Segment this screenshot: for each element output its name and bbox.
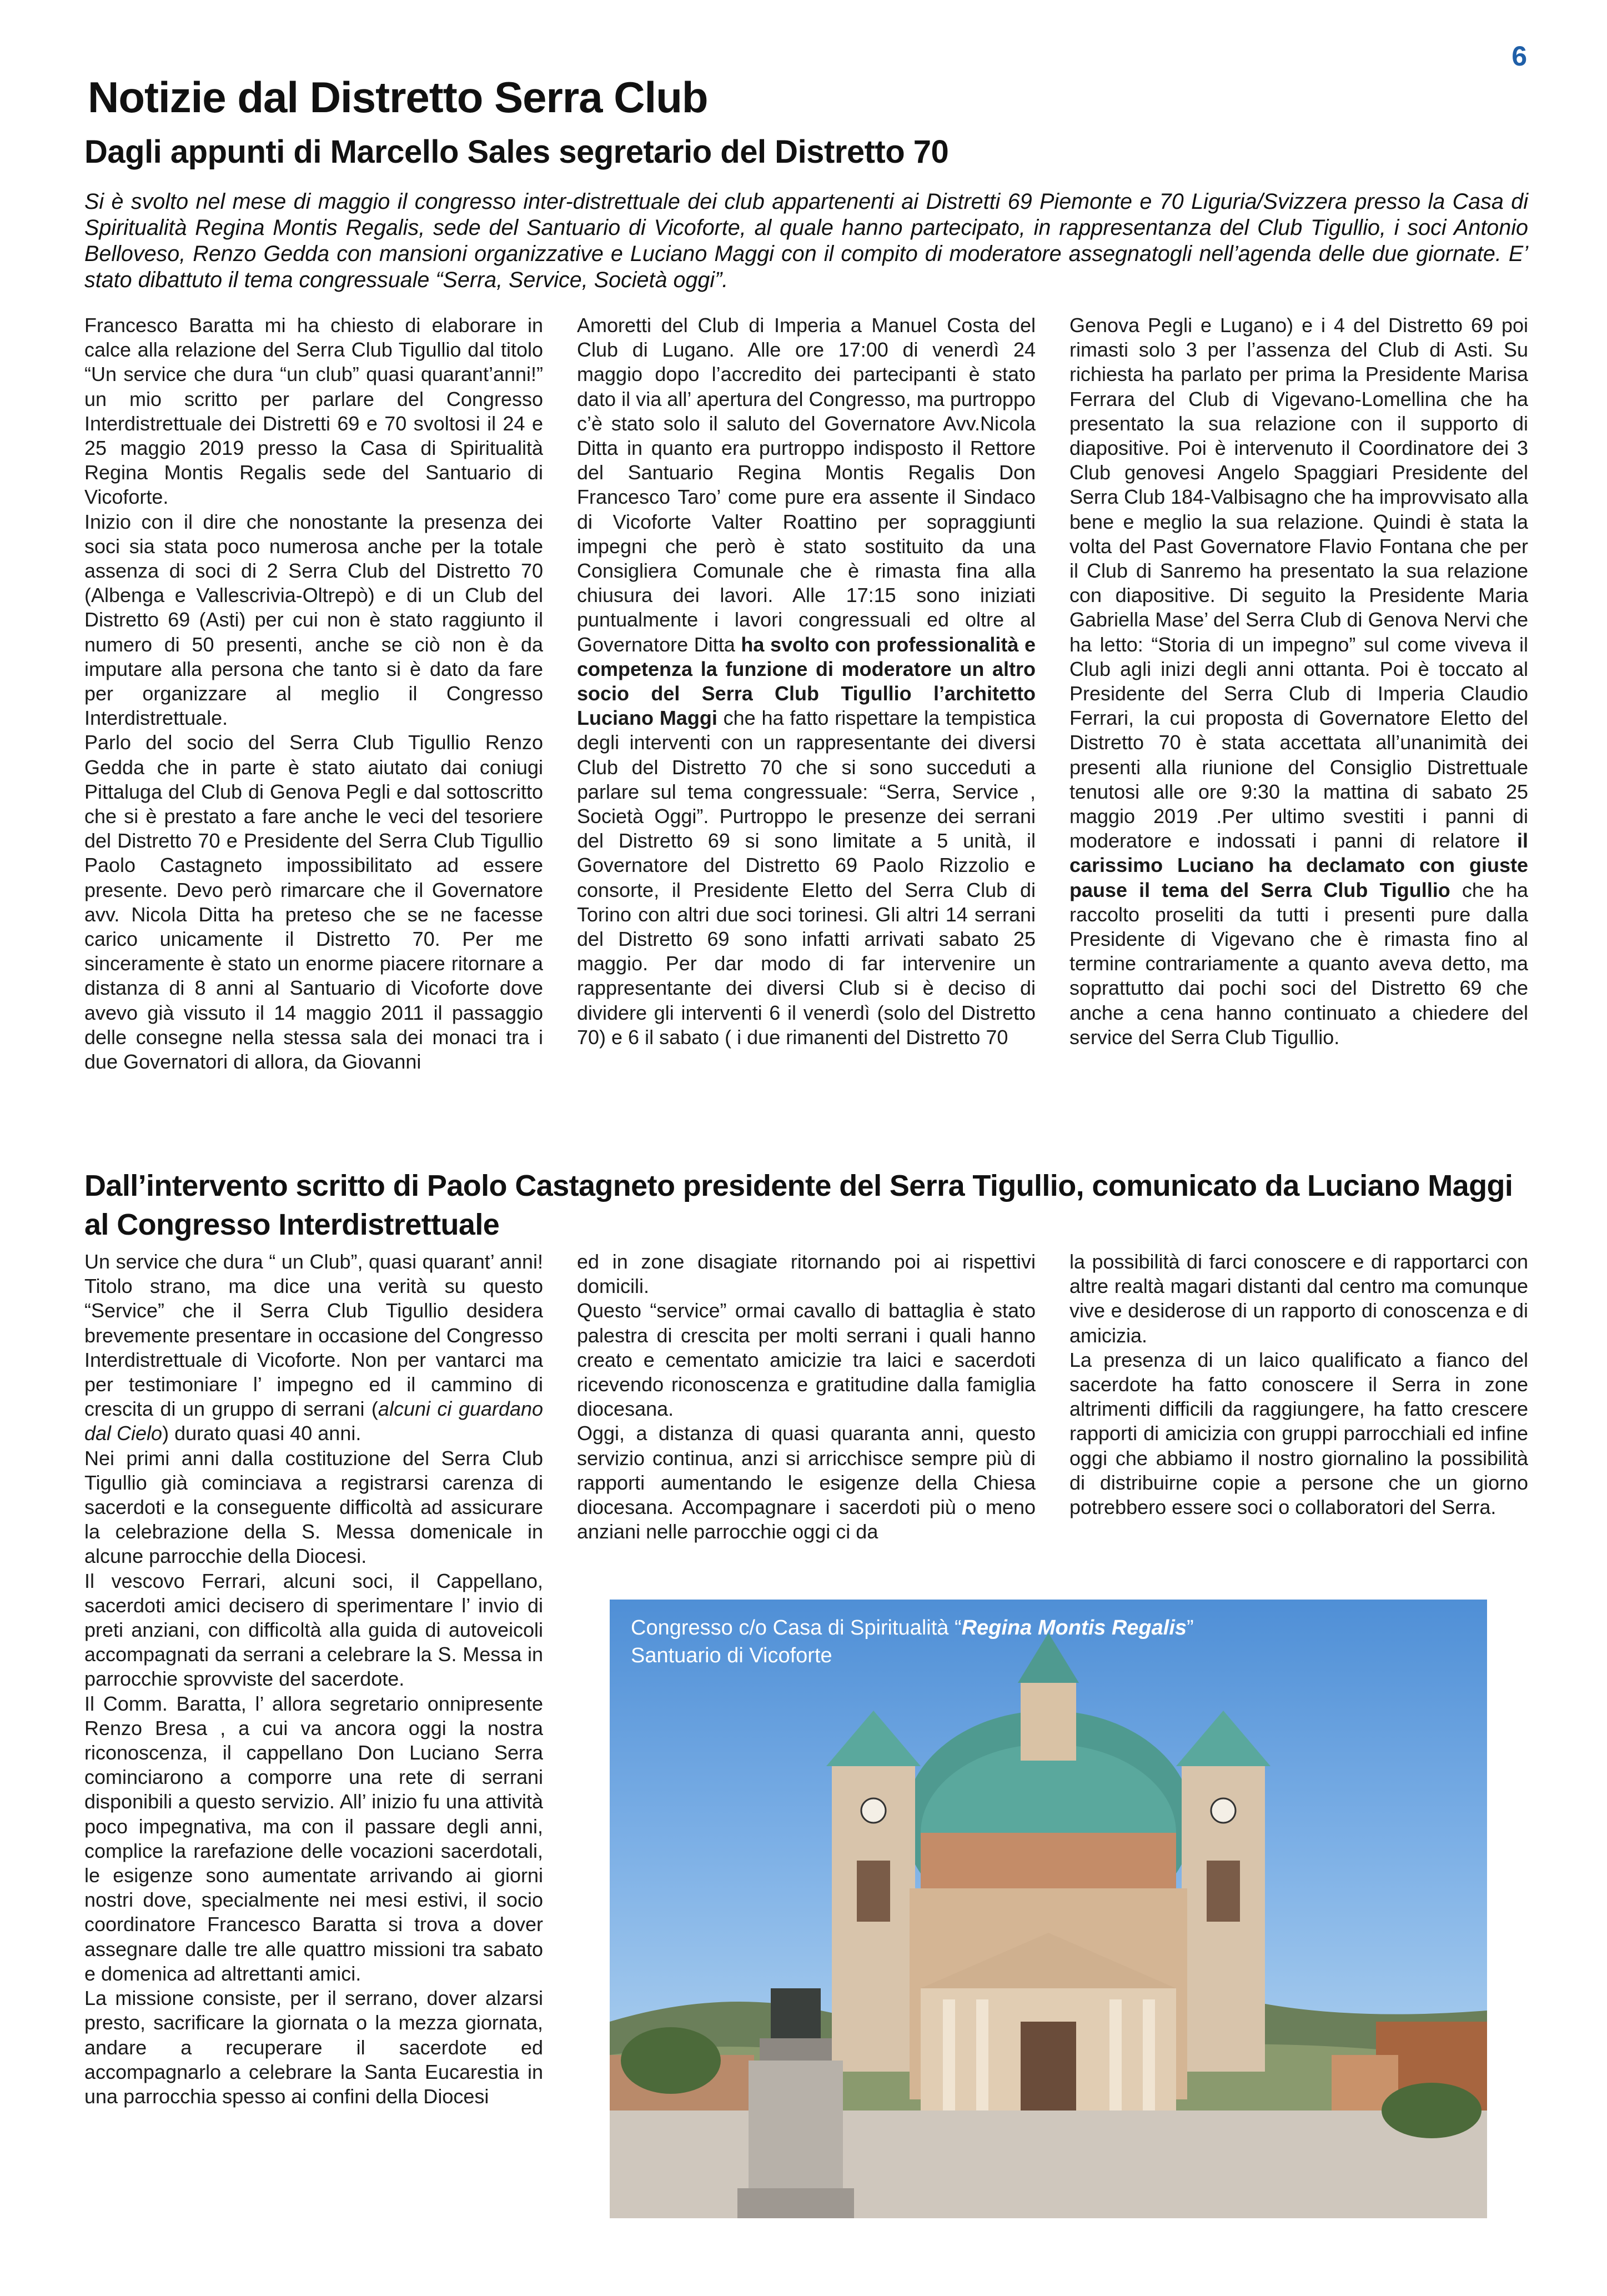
article2-column-1 (84, 1250, 543, 2222)
paragraph: ed in zone disagiate ritornando poi ai rispettivi domicili. (577, 1250, 1036, 1298)
page-title: Notizie dal Distretto Serra Club (88, 73, 708, 122)
caption-name: Regina Montis Regalis (961, 1616, 1187, 1640)
article2-title: Dall’intervento scritto di Paolo Castagneto presidente del Serra Tigullio, comunicato da Luciano Maggi al Congresso Interdistrettuale (84, 1169, 1513, 1241)
paragraph (577, 313, 1036, 1050)
photo-caption (631, 1614, 1194, 1670)
article1-column-3 (1069, 313, 1528, 1135)
sanctuary-photo (610, 1600, 1487, 2218)
paragraph: Il Comm. Baratta, l’ allora segretario onnipresente Renzo Bresa , a cui va ancora oggi la nostra riconoscenza, il cappellano Don Luciano Serra cominciarono a comporre una rete di serrani disponibili a questo servizio. All’ inizio fu una attività poco impegnativa, ma con il passare degli anni, complice la rarefazione delle vocazioni sacerdotali, le esigenze sono aumentate arrivando ai giorni nostri dove, specialmente nei mesi estivi, il socio coordinatore Francesco Baratta si trova a dover assegnare dalle tre alle quattro missioni tra sabato e domenica ad altrettanti amici. (84, 1692, 543, 1985)
text-span: che ha raccolto proseliti da tutti i presenti pure dalla Presidente di Vigevano che è rimasta fino al termine contrariamente a quanto aveva detto, ma soprattutto dai pochi soci del Distretto 69 che anche a cena hanno continuato a chiedere del service del Serra Club Tigullio. (1069, 878, 1528, 1049)
caption-line2: Santuario di Vicoforte (631, 1644, 832, 1667)
paragraph: Inizio con il dire che nonostante la presenza dei soci sia stata poco numerosa anche per la totale assenza di soci di 2 Serra Club del Distretto 70 (Albenga e Vallescrivia-Oltrepò) e di un Club del Distretto 69 (Asti) per cui non è stato raggiunto il numero di 50 presenti, anche se ciò non è da imputare alla persona che tanto si è dato da fare per organizzare al meglio il Congresso Interdistrettuale. (84, 510, 543, 730)
text-span: Genova Pegli e Lugano) e i 4 del Distretto 69 poi rimasti solo 3 per l’assenza del Club di Asti. Su richiesta ha parlato per prima la Presidente Marisa Ferrara del Club di Vigevano-Lomellina che ha presentato la sua relazione con il supporto di diapositive. Poi è intervenuto il Coordinatore dei 3 Club genovesi Angelo Spaggiari Presidente del Serra Club 184-Valbisagno che ha improvvisato alla bene e meglio la sua relazione. Quindi è stata la volta del Past Governatore Flavio Fontana che per il Club di Sanremo ha presentato la sua relazione con diapositive. Di seguito la Presidente Maria Gabriella Mase’ del Serra Club di Genova Nervi che ha letto: “Storia di un impegno” sul come viveva il Club agli inizi degli anni ottanta. Poi è toccato al Presidente del Serra Club di Imperia Claudio Ferrari, la cui proposta di Governatore Eletto del Distretto 70 è stata accettata all’unanimità dei presenti alla riunione del Consiglio Distrettuale tenutosi alle ore 9:30 la mattina di sabato 25 maggio 2019 .Per ultimo svestiti i panni di moderatore e indossati i panni di relatore (1069, 314, 1528, 853)
text-span: ) durato quasi 40 anni. (162, 1422, 361, 1445)
paragraph (84, 1250, 543, 1446)
italic-text: alcuni ci guardano dal Cielo (84, 1397, 543, 1445)
paragraph: La presenza di un laico qualificato a fianco del sacerdote ha fatto conoscere il Serra in zone altrimenti difficili da raggiungere, ha fatto crescere rapporti di amicizia con gruppi parrocchiali ed infine oggi che abbiamo il nostro giornalino la possibilità di distribuirne copie a persone che un giorno potrebbero essere soci o collaboratori del Serra. (1069, 1348, 1528, 1519)
text-span: che ha fatto rispettare la tempistica degli interventi con un rappresentante dei diversi Club del Distretto 70 che si sono succeduti a parlare sul tema congressuale: “Serra, Service , Società Oggi”. Purtroppo le presenze dei serrani del Distretto 69 si sono limitate a 5 unità, il Governatore del Distretto 69 Paolo Rizzolio e consorte, il Presidente Eletto del Serra Club di Torino con altri due soci torinesi. Gli altri 14 serrani del Distretto 69 sono infatti arrivati sabato 25 maggio. Per dar modo di far intervenire un rappresentante dei diversi Club si è deciso di dividere gli interventi 6 il venerdì (solo del Distretto 70) e 6 il sabato ( i due rimanenti del Distretto 70 (577, 706, 1036, 1049)
intro-paragraph: Si è svolto nel mese di maggio il congresso inter-distrettuale dei club appartenenti ai Distretti 69 Piemonte e 70 Liguria/Svizzera presso la Casa di Spiritualità Regina Montis Regalis, sede del Santuario di Vicoforte, al quale hanno partecipato, in rappresentanza del Club Tigullio, i soci Antonio Belloveso, Renzo Gedda con mansioni organizzative e Luciano Maggi con il compito di moderatore assegnatogli nell’agenda delle due giornate. E’ stato dibattuto il tema congressuale “Serra, Service, Società oggi”. (84, 189, 1528, 292)
bold-text: il carissimo Luciano ha declamato con giuste pause il tema del Serra Club Tigullio (1069, 829, 1528, 901)
article1-columns (84, 313, 1528, 1135)
text-span: Un service che dura “ un Club”, quasi quarant’ anni! Titolo strano, ma dice una verità su questo “Service” che il Serra Club Tigullio desidera brevemente presentare in occasione del Congresso Interdistrettuale di Vicoforte. Non per vantarci ma per testimoniare l’ impegno ed il cammino di crescita di un gruppo di serrani ( (84, 1250, 543, 1421)
caption-suffix: ” (1187, 1616, 1194, 1640)
caption-prefix: Congresso c/o Casa di Spiritualità “ (631, 1616, 962, 1640)
paragraph: Francesco Baratta mi ha chiesto di elaborare in calce alla relazione del Serra Club Tigullio dal titolo “Un service che dura “un club” quasi quarant’anni!” un mio scritto per parlare del Congresso Interdistrettuale dei Distretti 69 e 70 svoltosi il 24 e 25 maggio 2019 presso la Casa di Spiritualità Regina Montis Regalis sede del Santuario di Vicoforte. (84, 314, 543, 509)
article1-column-1 (84, 313, 543, 1135)
paragraph: Il vescovo Ferrari, alcuni soci, il Cappellano, sacerdoti amici decisero di sperimentare l’ invio di preti anziani, con difficoltà alla guida di autoveicoli accompagnati da serrani a celebrare la S. Messa in parrocchie sprovviste del sacerdote. (84, 1569, 543, 1691)
text-span: Amoretti del Club di Imperia a Manuel Costa del Club di Lugano. Alle ore 17:00 di venerdì 24 maggio dopo l’accredito dei partecipanti è stato dato il via all’ apertura del Congresso, ma purtroppo c’è stato solo il saluto del Governatore Avv.Nicola Ditta in quanto era purtroppo indisposto il Rettore del Santuario Regina Montis Regalis Don Francesco Taro’ come pure era assente il Sindaco di Vicoforte Valter Roattino per sopraggiunti impegni che però è stato sostituito da una Consigliera Comunale che è rimasta fina alla chiusura dei lavori. Alle 17:15 sono iniziati puntualmente i lavori congressuali ed oltre al Governatore Ditta (577, 314, 1036, 656)
bold-text: ha svolto con professionalità e competenza la funzione di moderatore un altro socio del Serra Club Tigullio l’architetto Luciano Maggi (577, 633, 1036, 730)
paragraph (1069, 313, 1528, 1050)
sanctuary-illustration (610, 1600, 1487, 2218)
paragraph: La missione consiste, per il serrano, dover alzarsi presto, sacrificare la giornata o la mezza giornata, andare a recuperare il sacerdote ed accompagnarlo a celebrare la Santa Eucarestia in una parrocchia spesso ai confini della Diocesi (84, 1987, 543, 2108)
page-number: 6 (1511, 41, 1527, 72)
paragraph: Nei primi anni dalla costituzione del Serra Club Tigullio già cominciava a registrarsi carenza di sacerdoti e la conseguente difficoltà ad assicurare la celebrazione della S. Messa domenicale in alcune parrocchie della Diocesi. (84, 1446, 543, 1568)
paragraph: Questo “service” ormai cavallo di battaglia è stato palestra di crescita per molti serrani i quali hanno creato e cementato amicizie tra laici e sacerdoti ricevendo riconoscenza e gratitudine dalla famiglia diocesana. (577, 1299, 1036, 1421)
paragraph: la possibilità di farci conoscere e di rapportarci con altre realtà magari distanti dal centro ma comunque vive e desiderose di un rapporto di conoscenza e di amicizia. (1069, 1250, 1528, 1347)
paragraph: Oggi, a distanza di quasi quaranta anni, questo servizio continua, anzi si arricchisce sempre più di rapporti aumentando le esigenze della Chiesa diocesana. Accompagnare i sacerdoti più o meno anziani nelle parrocchie oggi ci da (577, 1422, 1036, 1543)
page-subtitle: Dagli appunti di Marcello Sales segretario del Distretto 70 (84, 134, 949, 170)
article1-column-2 (577, 313, 1036, 1135)
paragraph: Parlo del socio del Serra Club Tigullio Renzo Gedda che in parte è stato aiutato dai coniugi Pittaluga del Club di Genova Pegli e dal sottoscritto che si è prestato a fare anche le veci del tesoriere del Distretto 70 e Presidente del Serra Club Tigullio Paolo Castagneto impossibilitato ad essere presente. Devo però rimarcare che il Governatore avv. Nicola Ditta ha preteso che se ne facesse carico unicamente il Distretto 70. Per me sinceramente è stato un enorme piacere ritornare a distanza di 8 anni al Santuario di Vicoforte dove avevo già vissuto il 14 maggio 2011 il passaggio delle consegne nella stessa sala dei monaci tra i due Governatori di allora, da Giovanni (84, 731, 543, 1074)
